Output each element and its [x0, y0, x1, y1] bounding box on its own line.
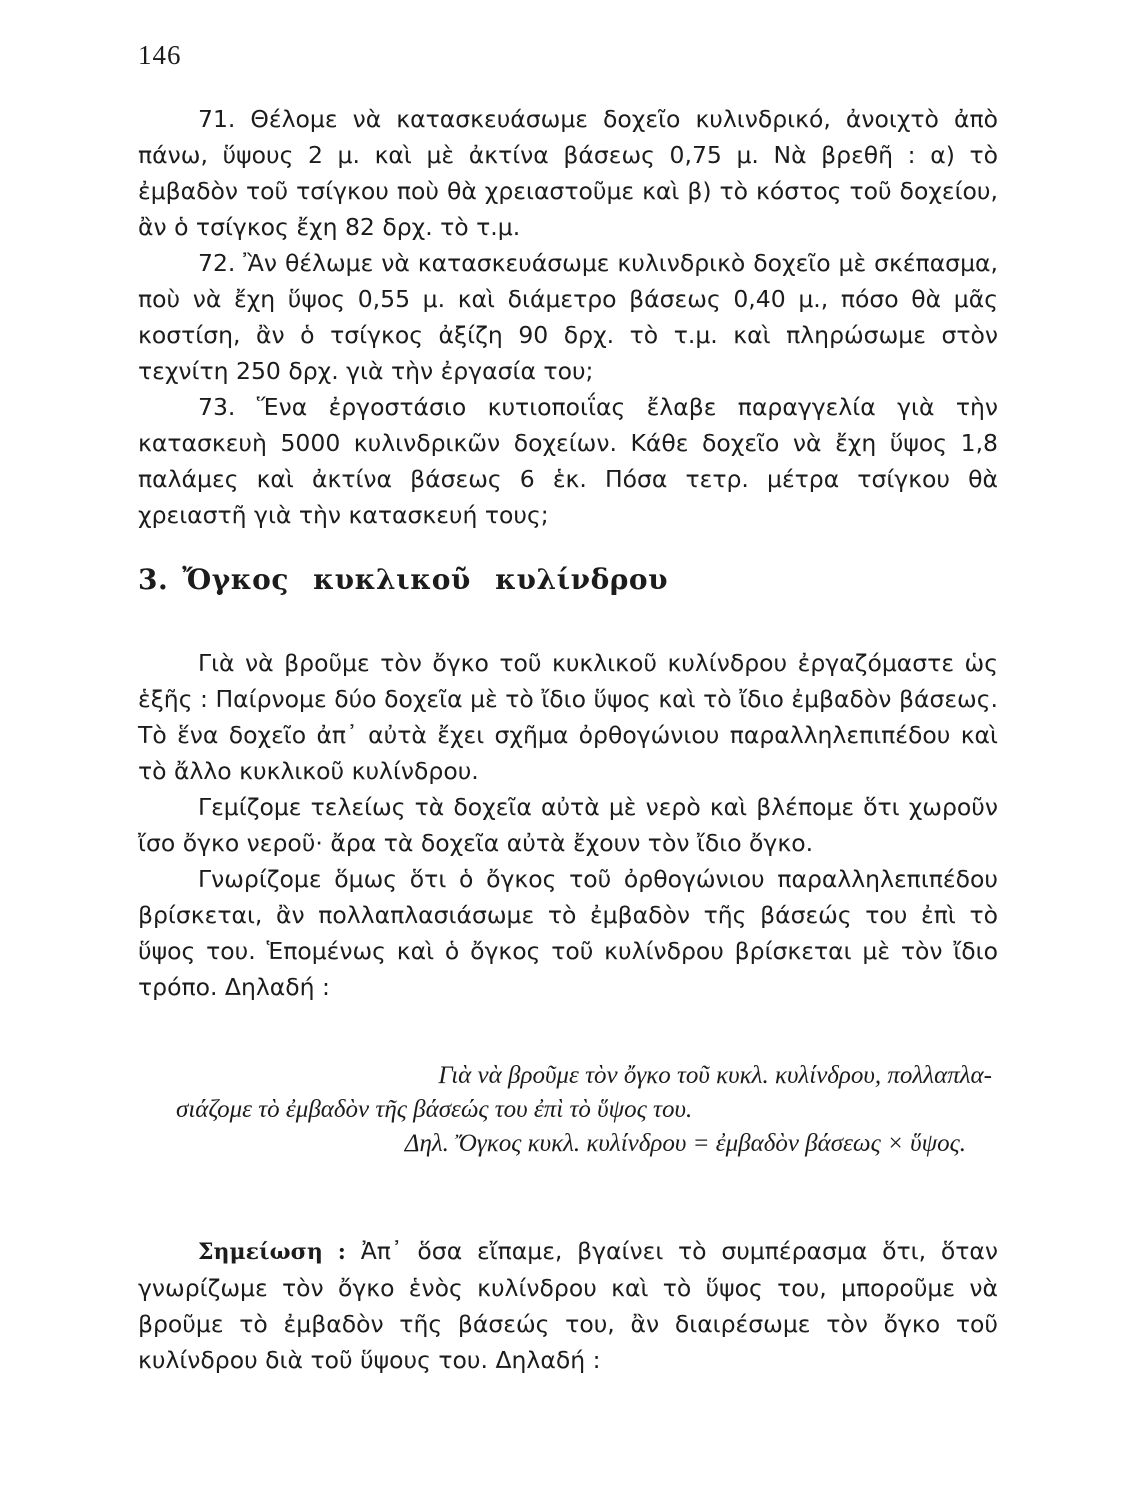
note-label: Σημείωση :: [198, 1239, 346, 1265]
exercise-number: 72.: [198, 249, 236, 277]
exercise-71: [138, 101, 998, 245]
note-paragraph: [138, 1233, 998, 1378]
paragraph: Γεμίζομε τελείως τὰ δοχεῖα αὐτὰ μὲ νερὸ καὶ βλέπομε ὅτι χωροῦν ἴσο ὄγκο νεροῦ· ἄρα τὰ δοχεῖα αὐτὰ ἔχουν τὸν ἴδιο ὄγκο.: [138, 793, 998, 857]
formula-line: Δηλ. Ὄγκος κυκλ. κυλίνδρου = ἐμβαδὸν βάσεως × ὕψος.: [404, 1130, 966, 1157]
section-number: 3.: [138, 563, 169, 596]
exercise-72: [138, 245, 998, 389]
exercise-text: Ἕνα ἐργοστάσιο κυτιοποιΐας ἔλαβε παραγγελία γιὰ τὴν κατασκευὴ 5000 κυλινδρικῶν δοχείων. Κάθε δοχεῖο νὰ ἔχη ὕψος 1,8 παλάμες καὶ ἀκτίνα βάσεως 6 ἑκ. Πόσα τετρ. μέτρα τσίγκου θὰ χρειαστῆ γιὰ τὴν κατασκευή τους;: [138, 393, 998, 529]
formula-block: [138, 1059, 998, 1161]
formula-line: Γιὰ νὰ βροῦμε τὸν ὄγκο τοῦ κυκλ. κυλίνδρου, πολλαπλα-: [438, 1062, 992, 1089]
exercise-number: 71.: [198, 105, 236, 133]
section-heading: [138, 563, 668, 596]
paragraph: Γνωρίζομε ὅμως ὅτι ὁ ὄγκος τοῦ ὀρθογώνιου παραλληλεπιπέδου βρίσκεται, ἂν πολλαπλασιάσωμε τὸ ἐμβαδὸν τῆς βάσεώς του ἐπὶ τὸ ὕψος του. Ἑπομένως καὶ ὁ ὄγκος τοῦ κυλίνδρου βρίσκεται μὲ τὸν ἴδιο τρόπο. Δηλαδή :: [138, 865, 998, 1001]
exercise-number: 73.: [198, 393, 236, 421]
formula-line: σιάζομε τὸ ἐμβαδὸν τῆς βάσεώς του ἐπὶ τὸ ὕψος του.: [176, 1096, 693, 1123]
exercise-text: Ἂν θέλωμε νὰ κατασκευάσωμε κυλινδρικὸ δοχεῖο μὲ σκέπασμα, ποὺ νὰ ἔχη ὕψος 0,55 μ. καὶ διάμετρο βάσεως 0,40 μ., πόσο θὰ μᾶς κοστίση, ἂν ὁ τσίγκος ἀξίζη 90 δρχ. τὸ τ.μ. καὶ πληρώσωμε στὸν τεχνίτη 250 δρχ. γιὰ τὴν ἐργασία του;: [138, 249, 998, 385]
section-title: Ὄγκος κυκλικοῦ κυλίνδρου: [182, 563, 668, 596]
page-number: 146: [138, 40, 182, 70]
note-text: Ἀπ᾽ ὅσα εἴπαμε, βγαίνει τὸ συμπέρασμα ὅτι, ὅταν γνωρίζωμε τὸν ὄγκο ἑνὸς κυλίνδρου καὶ τὸ ὕψος του, μποροῦμε νὰ βροῦμε τὸ ἐμβαδὸν τῆς βάσεώς του, ἂν διαιρέσωμε τὸν ὄγκο τοῦ κυλίνδρου διὰ τοῦ ὕψους του. Δηλαδή :: [138, 1237, 998, 1374]
paragraph: Γιὰ νὰ βροῦμε τὸν ὄγκο τοῦ κυκλικοῦ κυλίνδρου ἐργαζόμαστε ὡς ἑξῆς : Παίρνομε δύο δοχεῖα μὲ τὸ ἴδιο ὕψος καὶ τὸ ἴδιο ἐμβαδὸν βάσεως. Τὸ ἕνα δοχεῖο ἀπ᾽ αὐτὰ ἔχει σχῆμα ὀρθογώνιου παραλληλεπιπέδου καὶ τὸ ἄλλο κυκλικοῦ κυλίνδρου.: [138, 649, 998, 785]
exercise-text: Θέλομε νὰ κατασκευάσωμε δοχεῖο κυλινδρικό, ἀνοιχτὸ ἀπὸ πάνω, ὕψους 2 μ. καὶ μὲ ἀκτίνα βάσεως 0,75 μ. Νὰ βρεθῆ : α) τὸ ἐμβαδὸν τοῦ τσίγκου ποὺ θὰ χρειαστοῦμε καὶ β) τὸ κόστος τοῦ δοχείου, ἂν ὁ τσίγκος ἔχη 82 δρχ. τὸ τ.μ.: [138, 105, 998, 241]
exercise-73: [138, 389, 998, 533]
